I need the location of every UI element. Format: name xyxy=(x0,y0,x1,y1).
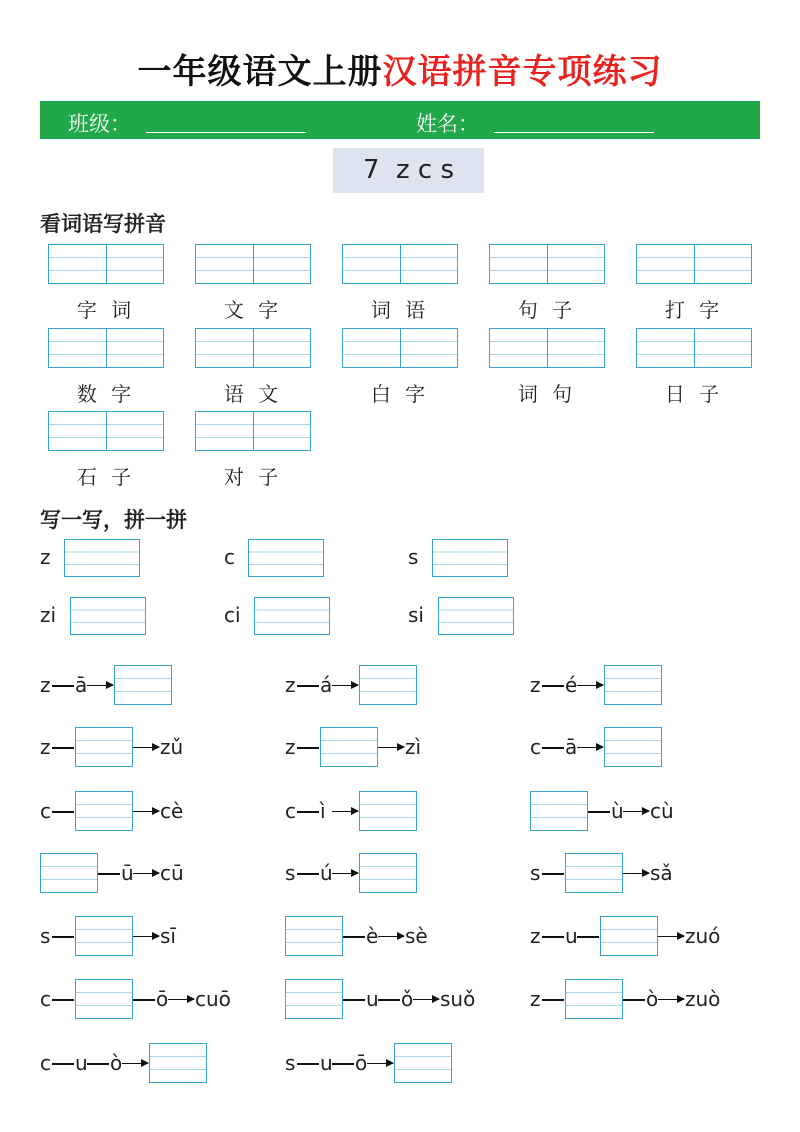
word-label: 数 字 xyxy=(76,382,136,406)
word-label: 词 语 xyxy=(370,298,430,322)
answer-box[interactable] xyxy=(75,979,133,1019)
exercise-row xyxy=(40,979,280,1019)
joining-line xyxy=(52,999,74,1001)
writing-box[interactable] xyxy=(70,597,146,635)
pinyin-part: ō xyxy=(355,1051,368,1075)
arrow xyxy=(577,747,603,748)
joining-line xyxy=(52,747,74,749)
word-label: 石 子 xyxy=(76,465,136,489)
initial-label: z xyxy=(40,545,51,569)
arrow xyxy=(378,936,404,937)
exercise-row xyxy=(530,853,770,893)
answer-box[interactable] xyxy=(149,1043,207,1083)
joining-line xyxy=(577,936,599,938)
joining-line xyxy=(343,936,365,938)
answer-box[interactable] xyxy=(604,665,662,705)
word-label: 白 字 xyxy=(370,382,430,406)
joining-line xyxy=(87,1063,109,1065)
pinyin-part: z xyxy=(40,673,51,697)
exercise-row xyxy=(285,1043,525,1083)
answer-box[interactable] xyxy=(600,916,658,956)
joining-line xyxy=(623,999,645,1001)
joining-line xyxy=(297,1063,319,1065)
pinyin-part: sè xyxy=(405,924,428,948)
writing-box[interactable] xyxy=(64,539,140,577)
pinyin-part: zuò xyxy=(685,987,721,1011)
pinyin-box[interactable] xyxy=(195,244,311,284)
pinyin-part: zuó xyxy=(685,924,721,948)
title-grade: 一年级语文上册 xyxy=(137,52,383,92)
arrow xyxy=(658,999,684,1000)
pinyin-part: u xyxy=(366,987,379,1011)
joining-line xyxy=(542,936,564,938)
pinyin-box[interactable] xyxy=(48,411,164,451)
pinyin-part: ò xyxy=(110,1051,123,1075)
pinyin-part: s xyxy=(285,1051,296,1075)
joining-line xyxy=(52,685,74,687)
arrow xyxy=(658,936,684,937)
joining-line xyxy=(297,747,319,749)
pinyin-part: ú xyxy=(320,861,333,885)
writing-box[interactable] xyxy=(432,539,508,577)
name-field[interactable] xyxy=(494,132,654,133)
word-label: 文 字 xyxy=(223,298,283,322)
arrow xyxy=(332,873,358,874)
pinyin-part: s xyxy=(40,924,51,948)
pinyin-part: s xyxy=(530,861,541,885)
exercise-row xyxy=(40,791,280,831)
initial-label: s xyxy=(408,545,419,569)
pinyin-part: cù xyxy=(650,799,674,823)
exercise-row xyxy=(530,665,770,705)
arrow xyxy=(413,999,439,1000)
joining-line xyxy=(52,811,74,813)
writing-box[interactable] xyxy=(438,597,514,635)
arrow xyxy=(122,1063,148,1064)
pinyin-part: ū xyxy=(121,861,134,885)
pinyin-part: sī xyxy=(160,924,176,948)
student-info-bar xyxy=(40,101,760,139)
joining-line xyxy=(542,999,564,1001)
word-label: 字 词 xyxy=(76,298,136,322)
word-label: 日 子 xyxy=(664,382,724,406)
exercise-row xyxy=(40,665,280,705)
writing-box[interactable] xyxy=(254,597,330,635)
pinyin-part: z xyxy=(530,987,541,1011)
name-label: 姓名： xyxy=(416,112,479,136)
pinyin-part: è xyxy=(366,924,379,948)
exercise-row xyxy=(285,979,525,1019)
arrow xyxy=(577,685,603,686)
joining-line xyxy=(297,873,319,875)
arrow xyxy=(133,936,159,937)
pinyin-part: c xyxy=(40,799,51,823)
answer-box[interactable] xyxy=(285,979,343,1019)
pinyin-box[interactable] xyxy=(636,244,752,284)
arrow xyxy=(133,873,159,874)
joining-line xyxy=(542,685,564,687)
pinyin-part: ā xyxy=(75,673,88,697)
pinyin-box[interactable] xyxy=(342,328,458,368)
pinyin-part: ò xyxy=(646,987,659,1011)
answer-box[interactable] xyxy=(394,1043,452,1083)
exercise-row xyxy=(530,791,770,831)
arrow xyxy=(332,685,358,686)
pinyin-part: cè xyxy=(160,799,184,823)
answer-box[interactable] xyxy=(359,853,417,893)
answer-box[interactable] xyxy=(75,916,133,956)
arrow xyxy=(623,811,649,812)
exercise-row xyxy=(530,916,770,956)
lesson-badge: 7 z c s xyxy=(333,148,484,193)
pinyin-box[interactable] xyxy=(195,328,311,368)
answer-box[interactable] xyxy=(565,853,623,893)
exercise-row xyxy=(40,727,280,767)
pinyin-part: z xyxy=(285,735,296,759)
exercise-row xyxy=(285,853,525,893)
title-topic: 汉语拼音专项练习 xyxy=(382,52,663,92)
pinyin-part: suǒ xyxy=(440,987,476,1011)
arrow xyxy=(87,685,113,686)
word-label: 语 文 xyxy=(223,382,283,406)
syllable-label: si xyxy=(408,603,424,627)
joining-line xyxy=(332,1063,354,1065)
pinyin-part: ō xyxy=(156,987,169,1011)
pinyin-part: u xyxy=(75,1051,88,1075)
joining-line xyxy=(588,811,610,813)
answer-box[interactable] xyxy=(565,979,623,1019)
answer-box[interactable] xyxy=(40,853,98,893)
syllable-label: zi xyxy=(40,603,57,627)
pinyin-part: cuō xyxy=(195,987,231,1011)
joining-line xyxy=(542,747,564,749)
class-field[interactable] xyxy=(146,132,306,133)
joining-line xyxy=(378,999,400,1001)
exercise-row xyxy=(530,727,770,767)
pinyin-part: ì xyxy=(320,799,326,823)
pinyin-box[interactable] xyxy=(489,244,605,284)
arrow xyxy=(133,811,159,812)
pinyin-part: c xyxy=(40,987,51,1011)
pinyin-box[interactable] xyxy=(342,244,458,284)
exercise-row xyxy=(40,853,280,893)
joining-line xyxy=(542,873,564,875)
joining-line xyxy=(52,936,74,938)
exercise-row xyxy=(530,979,770,1019)
class-label: 班级： xyxy=(68,112,131,136)
joining-line xyxy=(297,685,319,687)
joining-line xyxy=(52,1063,74,1065)
pinyin-box[interactable] xyxy=(195,411,311,451)
answer-box[interactable] xyxy=(75,791,133,831)
pinyin-box[interactable] xyxy=(48,328,164,368)
pinyin-box[interactable] xyxy=(489,328,605,368)
writing-box[interactable] xyxy=(248,539,324,577)
joining-line xyxy=(133,999,155,1001)
answer-box[interactable] xyxy=(530,791,588,831)
pinyin-part: á xyxy=(320,673,333,697)
exercise-row xyxy=(285,916,525,956)
answer-box[interactable] xyxy=(359,791,417,831)
word-label: 句 子 xyxy=(517,298,577,322)
pinyin-part: z xyxy=(40,735,51,759)
syllable-label: ci xyxy=(224,603,241,627)
pinyin-part: é xyxy=(565,673,578,697)
word-label: 对 子 xyxy=(223,465,283,489)
pinyin-part: zì xyxy=(405,735,422,759)
exercise-row xyxy=(285,727,525,767)
arrow xyxy=(332,811,358,812)
pinyin-part: s xyxy=(285,861,296,885)
pinyin-box[interactable] xyxy=(636,328,752,368)
pinyin-part: cū xyxy=(160,861,184,885)
joining-line xyxy=(98,873,120,875)
pinyin-part: z xyxy=(530,924,541,948)
arrow xyxy=(133,747,159,748)
pinyin-part: sǎ xyxy=(650,861,673,885)
arrow xyxy=(378,747,404,748)
section-heading-write: 写一写，拼一拼 xyxy=(40,507,187,532)
exercise-row xyxy=(40,916,280,956)
arrow xyxy=(168,999,194,1000)
exercise-row xyxy=(285,665,525,705)
pinyin-part: z xyxy=(530,673,541,697)
page-title xyxy=(0,44,800,93)
pinyin-part: zǔ xyxy=(160,735,184,759)
pinyin-part: ù xyxy=(611,799,624,823)
answer-box[interactable] xyxy=(320,727,378,767)
section-heading-words: 看词语写拼音 xyxy=(40,211,166,236)
pinyin-part: u xyxy=(565,924,578,948)
arrow xyxy=(623,873,649,874)
pinyin-box[interactable] xyxy=(48,244,164,284)
answer-box[interactable] xyxy=(75,727,133,767)
joining-line xyxy=(297,811,319,813)
pinyin-part: c xyxy=(285,799,296,823)
pinyin-part: u xyxy=(320,1051,333,1075)
word-label: 打 字 xyxy=(664,298,724,322)
pinyin-part: c xyxy=(530,735,541,759)
pinyin-part: ǒ xyxy=(401,987,414,1011)
pinyin-part: c xyxy=(40,1051,51,1075)
exercise-row xyxy=(40,1043,280,1083)
pinyin-part: z xyxy=(285,673,296,697)
answer-box[interactable] xyxy=(604,727,662,767)
answer-box[interactable] xyxy=(359,665,417,705)
arrow xyxy=(367,1063,393,1064)
initial-label: c xyxy=(224,545,235,569)
answer-box[interactable] xyxy=(114,665,172,705)
pinyin-part: ā xyxy=(565,735,578,759)
word-label: 词 句 xyxy=(517,382,577,406)
answer-box[interactable] xyxy=(285,916,343,956)
joining-line xyxy=(343,999,365,1001)
exercise-row xyxy=(285,791,525,831)
